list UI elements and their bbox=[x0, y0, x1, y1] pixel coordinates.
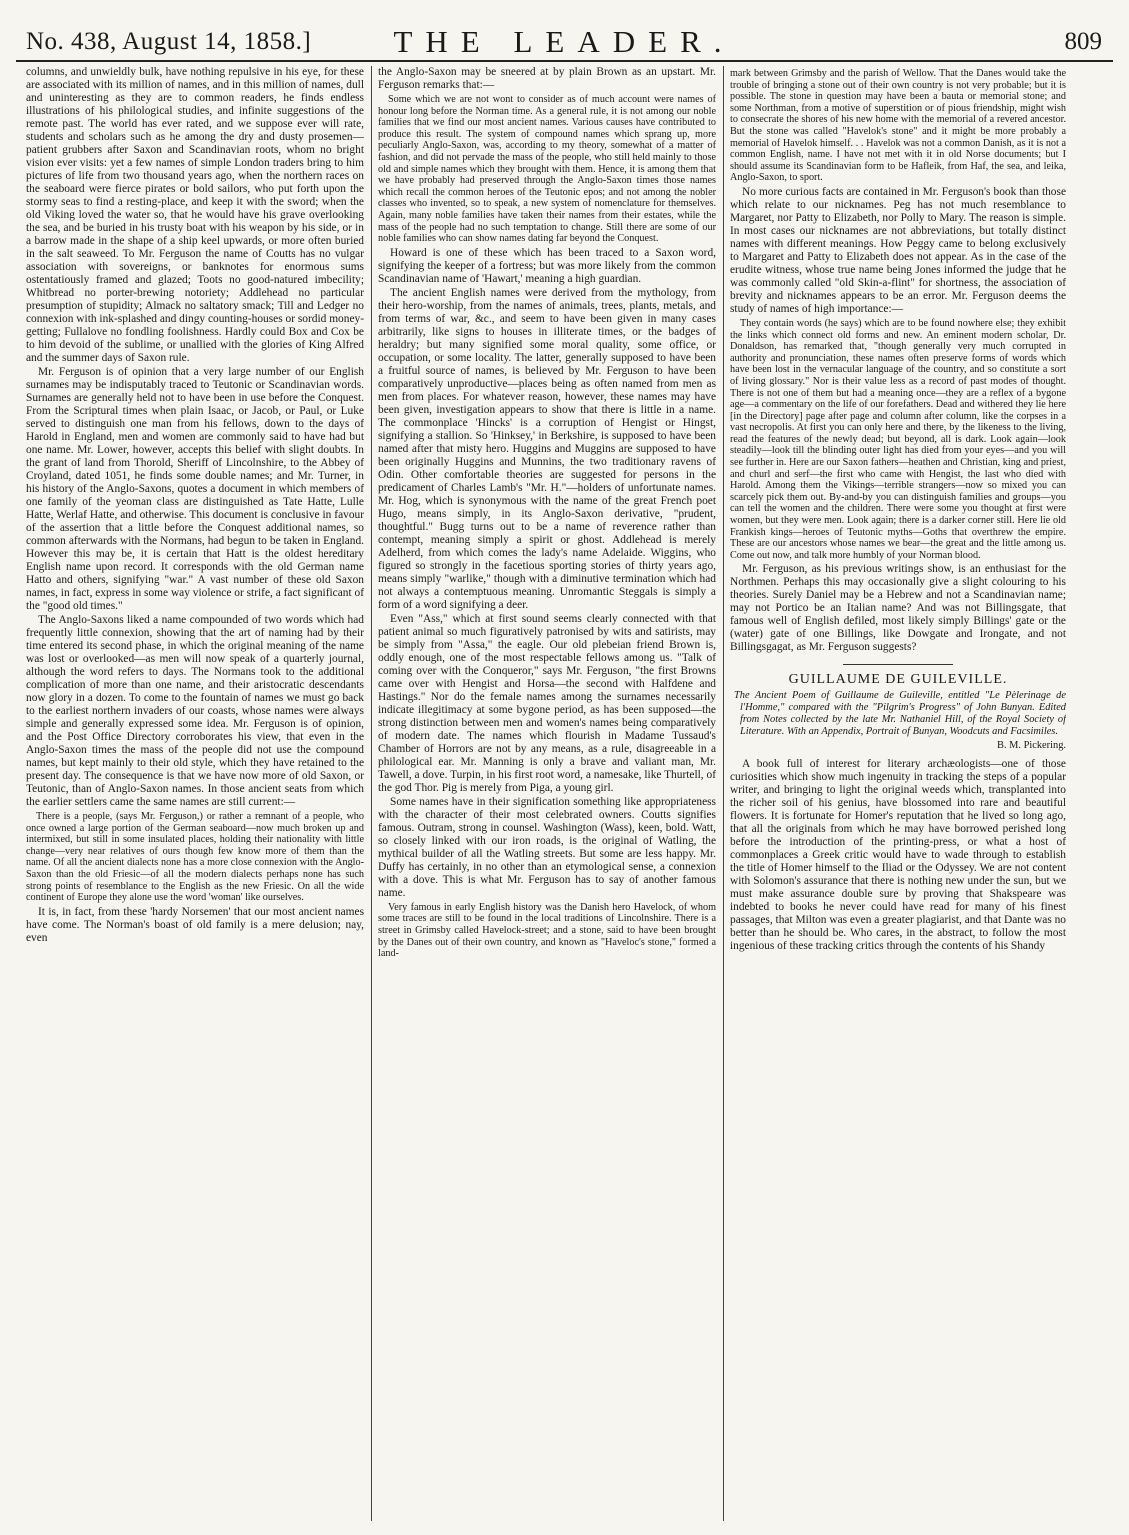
review-body: A book full of interest for literary archæologists—one of those curiosities which show much ingenuity in tracking the steps of a popular writer, and bringing to light the original weeds which, transplanted into the richer soil of his genius, have blossomed into rare and beautiful flowers. It is fortunate for Homer's reputation that he lived so long ago, that all the originals from which he may have borrowed perished long before the introduction of the printing-press, or what a host of commonplaces a Greek critic would have to wade through to establish the title of Homer himself to the Iliad or the Odyssey. We are not content with Solomon's assurance that there is nothing new under the sun, but we must make assurance double sure by proving that Shakspeare was indebted to books he never could have read for many of his finest passages, that Milton was even a greater plagiarist, and that Dante was no better than he should be. Who cares, in the abstract, to follow the most ingenious of these tracking critics through the contents of his Shandy bbox=[730, 758, 1066, 953]
review-publisher: B. M. Pickering. bbox=[997, 740, 1066, 752]
quotation: mark between Grimsby and the parish of Wellow. That the Danes would take the trouble of bringing a stone out of their own country is not very probable; but it is possible. The stone in question may have been a bauta or memorial stone; and some Northman, from a motive of superstition or of pious friendship, might wish to consecrate the shores of his new home with the memorial of a revered ancestor. But the stone was called "Havelok's stone" and it might be more probably a memorial of Havelok himself. . . Havelok was not a common Danish, as it is not a common English, name. I have not met with it in old Norse documents; but I should assume its Scandinavian form to be Hafleik, from Haf, the sea, and leika, Anglo-Saxon, to sport. bbox=[730, 68, 1066, 184]
paragraph: Howard is one of these which has been traced to a Saxon word, signifying the keeper of a fortress; but was more likely from the common Scandinavian name of 'Hawart,' meaning a high guardian. bbox=[378, 246, 716, 285]
quotation: They contain words (he says) which are to be found nowhere else; they exhibit the links which connect old forms and new. An eminent modern scholar, Dr. Donaldson, has remarked that, "though generally very much corrupted in authority and pronunciation, these names often preserve forms of words which have been lost in the vernacular language of the country, and so constitute a sort of living glossary." Nor is their value less as a record of past modes of thought. There is not one of them but had a meaning once—they are a reflex of a bygone age—a commentary on the life of our forefathers. Dead and withered they lie here [in the Directory] page after page and column after column, like the corpses in a vast necropolis. At first you can only here and there, by the likeness to the living, read the features of the newly dead; but beyond, all is dark. Look again—look steadily—look till the blinding outer light has died from your eyes—and you will see further in. Here are our Saxon fathers—heathen and Christian, king and priest, and churl and serf—the first who came with Hengist, the last who died with Harold. Among them the Vikings—terrible strangers—now so mixed you can scarcely pick them out. By-and-by you can distinguish families and groups—you can tell the women and the children. There were some you thought at first were women, but they were men. Look again; there is a darker corner still. Here lie old Frankish kings—heroes of Teutonic myths—Goths that overthrew the empire. These are our ancestors whose names we bear—the great and the little among us. Come out now, and talk more humbly of your Norman blood. bbox=[730, 317, 1066, 561]
column-2 bbox=[378, 66, 716, 1521]
issue-date: No. 438, August 14, 1858.] bbox=[26, 28, 312, 55]
review-heading: GUILLAUME DE GUILEVILLE. bbox=[788, 672, 1008, 688]
column-divider bbox=[723, 66, 724, 1521]
column-3 bbox=[730, 66, 1066, 1521]
quotation: Some which we are not wont to consider as of much account were names of honour long before the Norman time. As a general rule, it is not among our noble families that we find our most ancient names. Various causes have contributed to produce this result. The system of compound names which sprang up, more peculiarly Anglo-Saxon, was, according to my theory, somewhat of a matter of fashion, and did not pervade the mass of the people, who still held mainly to those old and simple names which they brought with them. Hence, it is among them that we have probably had preserved through the Anglo-Saxon times those names which recall the common heroes of the Teutonic epos; and not among the nobler classes who invented, so to speak, a new system of nomenclature for themselves. Again, many noble families have taken their names from their estates, while the mass of the people had no such temptation to change. Still there are some of our noble families who can show names dating far beyond the Conquest. bbox=[378, 94, 716, 245]
paragraph: columns, and unwieldly bulk, have nothing repulsive in his eye, for these are associated with its million of names, and in this million of names, dull and uninteresting as they are to common readers, he finds endless illustrations of his philological studies, and infinite suggestions of the remote past. The world has ever rated, and we suppose ever will rate, students and scholars such as he among the dry and dusty prosemen—patient grubbers after Saxon and Scandinavian roots, whom no bright vision ever visits: yet a few names of simple London traders bring to him pictures of life from two thousand years ago, when the northern races on the seaboard were fierce pirates or bold sailors, who put forth upon the stormy seas to find a resting-place, and keep it with the sword; when the old Viking loved the water so, that he would have his grave overlooking the sea, and be buried in his trusty boat with his weapon by his side, or in a barrow made in the shape of a ship keel upwards, or more often buried in the salt seaweed. To Mr. Ferguson the name of Coutts has no vulgar association with sovereigns, or banknotes for enormous sums ostentatiously framed and glazed; Toots no good-natured imbecility; Whitbread no porter-brewing notoriety; Addlehead no particular presumption of stupidity; Almack no saltatory smack; Till and Ledger no connexion with ink-splashed and dingy counting-houses or sordid money-getting; Fullalove no fondling foolishness. Hardly could Box and Cox be to him devoid of the sublime, or unallied with the glories of King Alfred and the summer days of Saxon rule. bbox=[26, 66, 364, 364]
newspaper-title: THE LEADER. bbox=[393, 24, 735, 59]
paragraph: Mr. Ferguson, as his previous writings show, is an enthusiast for the Northmen. Perhaps this may occasionally give a slight colouring to his theories. Surely Daniel may be a Hebrew and not a Scandinavian name; may not Portico be an Italian name? And was not Billingsgate, that famous well of English defiled, most likely simply Billings' gate or the (water) gate of one Billings, like Dowgate and Irongate, and not Billingsgagat, as Mr. Ferguson suggests? bbox=[730, 563, 1066, 654]
header-rule bbox=[16, 60, 1113, 62]
page-number: 809 bbox=[1064, 28, 1102, 55]
review-subtitle: The Ancient Poem of Guillaume de Guileville, entitled "Le Pèlerinage de l'Homme," compared with the "Pilgrim's Progress" of John Bunyan. Edited from Notes collected by the late Mr. Nathaniel Hill, of the Royal Society of Literature. With an Appendix, Portrait of Bunyan, Woodcuts and Facsimiles. bbox=[734, 690, 1066, 738]
masthead bbox=[14, 10, 1114, 60]
quotation: There is a people, (says Mr. Ferguson,) or rather a remnant of a people, who once owned a large portion of the German seaboard—now much broken up and intermixed, but still in some insulated places, holding their nationality with little change—very near relatives of ours though few know more of them than the name. Of all the ancient dialects none has a more close connexion with the Anglo-Saxon than the old Friesic—of all the modern dialects perhaps none has such strong points of resemblance to the English as the new Friesic. On all the wide continent of Europe they alone use the word 'woman' like ourselves. bbox=[26, 811, 364, 904]
section-separator bbox=[843, 664, 953, 665]
paragraph: It is, in fact, from these 'hardy Norsemen' that our most ancient names have come. The Norman's boast of old family is a mere delusion; nay, even bbox=[26, 905, 364, 944]
paragraph: Even "Ass," which at first sound seems clearly connected with that patient animal so much figuratively patronised by wits and satirists, may be simply from "Assa," the eagle. Our old plebeian friend Brown is, oddly enough, one of the most respectable fellows among us. "Talk of coming over with the Conqueror," says Mr. Ferguson, "the first Browns came over with Hengist and Horsa—the second with Halfdene and Hastings." Nor do the female names among the surnames necessarily indicate illegitimacy at some bygone period, as has been supposed—the strong distinction between men and women's names being comparatively of modern date. The names which flourish in Madame Tussaud's Chamber of Horrors are not by any means, as a rule, disagreeable in a philological ear. Mr. Manning is only a brave and valiant man, Mr. Tawell, a dove. Turpin, in his first root word, a namesake, like Thurtell, of the god Thor. Pig is merely from Piga, a young girl. bbox=[378, 612, 716, 794]
paragraph: the Anglo-Saxon may be sneered at by plain Brown as an upstart. Mr. Ferguson remarks that:— bbox=[378, 66, 716, 91]
column-1 bbox=[26, 66, 364, 1521]
paragraph: No more curious facts are contained in Mr. Ferguson's book than those which relate to our nicknames. Peg has not much resemblance to Margaret, nor Patty to Elizabeth, nor Polly to Mary. The reason is simple. In most cases our nicknames are not abbreviations, but totally distinct names with different meanings. How Peggy came to belong exclusively to Margaret and Patty to Elizabeth does not appear. As in the case of the erudite witness, whose true name being Jones informed the judge that he was commonly called "old Skin-a-flint" for shortness, the association of brevity and nicknames appears to be an error. Mr. Ferguson deems the study of names of high importance:— bbox=[730, 185, 1066, 315]
quotation: Very famous in early English history was the Danish hero Havelock, of whom some traces are still to be found in the local traditions of Lincolnshire. There is a street in Grimsby called Havelock-street; and a stone, said to have been brought by the Danes out of their own country, and known as "Haveloc's stone," formed a land- bbox=[378, 901, 716, 960]
paragraph: Some names have in their signification something like appropriateness with the character of their most celebrated owners. Coutts signifies famous. Outram, strong in counsel. Washington (Wass), keen, bold. Watt, so closely linked with our iron roads, is the original of Watling, the mythical builder of all the Watling streets. But some are less happy. Mr. Duffy has certainly, in no other than an etymological sense, a connexion with a dove. This is what Mr. Ferguson has to say of another famous name. bbox=[378, 795, 716, 899]
paragraph: The Anglo-Saxons liked a name compounded of two words which had frequently little connexion, showing that the art of naming had by their time entered its second phase, in which the original meaning of the name was lost or overlooked—as men will now speak of a quarterly journal, although the word refers to days. The Normans took to the additional complication of more than one name, and their aristocratic descendants now glory in a dozen. To come to the fountain of names we must go back to the earliest northern invaders of our coasts, whose names were always simple and generally expressed some idea. Mr. Ferguson is of opinion, and the Post Office Directory corroborates his view, that even in the Anglo-Saxon times the mass of the people did not use the compound names, but kept mainly to their old style, which they have retained to the present day. The consequence is that we have now more of old Saxon, or Teutonic, than of Anglo-Saxon names. In those ancient seats from which the earlier settlers came the same names are still current:— bbox=[26, 614, 364, 808]
paragraph: The ancient English names were derived from the mythology, from their hero-worship, from the names of animals, trees, plants, metals, and from terms of war, &c., and seem to have been given in many cases arbitrarily, like signs to houses in illiterate times, or the badges of heraldry; but many signified some moral quality, some office, or occupation, or some locality. The latter, generally supposed to have been a fruitful source of names, is believed by Mr. Ferguson to have been comparatively unproductive—places being as often named from men as men from places. For whatever reason, however, these names may have been given, investigation appears to show that there is little in a name. The commonplace 'Hincks' is a corruption of Hengist or Hingst, signifying a stallion. So 'Hinksey,' in Berkshire, is supposed to have been named after that misty hero. Huggins and Muggins are supposed to have been originally Huggins and Munnins, the two traditionary ravens of Odin. Other comfortable theories are suggested for persons in the predicament of Charles Lamb's "Mr. H."—holders of unfortunate names. Mr. Hog, which is synonymous with the name of the great French poet Hugo, means simply, in its Anglo-Saxon derivative, "prudent, thoughtful." Bugg turns out to be a name of reverence rather than contempt, meaning simply a spirit or ghost. Addlehead is merely Adelherd, from which comes the lady's name Adelaide. Wiggins, who figured so strongly in the facetious sporting stories of thirty years ago, means simply "warlike," though with a diminutive termination which had not always a contemptuous meaning. Unromantic Steggals is simply a form of a word signifying a deer. bbox=[378, 286, 716, 611]
paragraph: Mr. Ferguson is of opinion that a very large number of our English surnames may be indisputably traced to Teutonic or Scandinavian words. Surnames are generally held not to have been in use before the Conquest. From the Scriptural times when plain Isaac, or Jacob, or Paul, or Luke served to distinguish one man from his fellows, down to the days of Harold in England, men and women are commonly said to have had but one name. Mr. Lower, however, accepts this belief with slight doubts. In the grant of land from Thorold, Sheriff of Lincolnshire, to the Abbey of Croyland, dated 1051, he finds some double names; and Mr. Turner, in his history of the Anglo-Saxons, quotes a document in which members of one family of the yeoman class are distinguished as Tate Hatte, Lulle Hatte, Werlaf Hatte, and otherwise. This document is conclusive in favour of the assertion that a little before the Conquest additional names, so common afterwards with the Normans, had begun to be taken in England. However this may be, it is certain that Hatt is the oldest hereditary English name upon record. It corresponds with the old German name Hatto and others, signifying "war." A vast number of these old Saxon names, in fact, express in some way violence or strife, a fact significant of the "good old times." bbox=[26, 366, 364, 612]
column-divider bbox=[371, 66, 372, 1521]
